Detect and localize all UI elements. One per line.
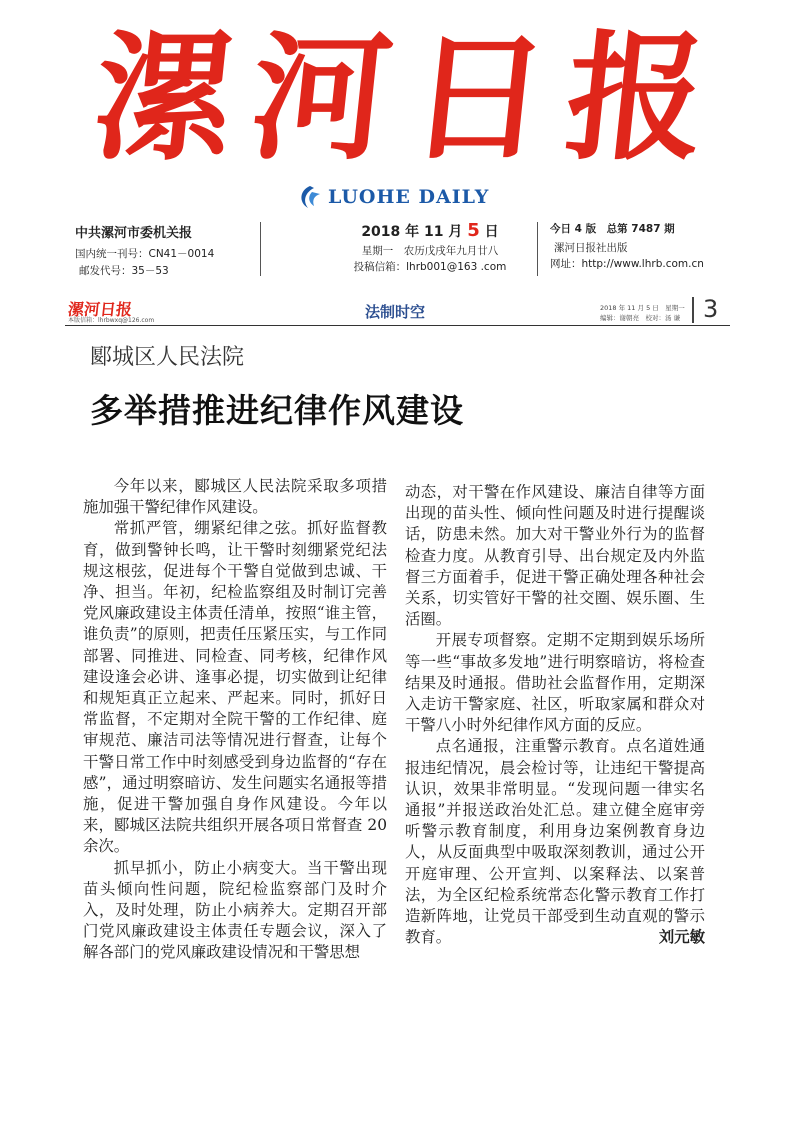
divider (692, 297, 694, 323)
weekday-lunar: 星期一 农历戊戌年九月廿八 (361, 245, 499, 257)
postal-code: 邮发代号：35－53 (79, 265, 169, 277)
paragraph: 抓早抓小，防止小病变大。当干警出现苗头倾向性问题，院纪检监察部门及时介入，及时处理，防止小病养大。定期召开部门党风廉政建设主体责任专题会议，深入了解各部门的党风廉政建设情况和干警思想 (83, 858, 387, 962)
newspaper-title (86, 16, 714, 179)
article-column-2 (405, 482, 705, 949)
title-char: 河 (243, 16, 399, 179)
website: 网址：http://www.lhrb.com.cn (550, 258, 704, 270)
daily-text: LUOHE DAILY (328, 186, 490, 208)
masthead (0, 0, 793, 290)
divider (260, 222, 261, 276)
publisher-info (550, 218, 750, 280)
page-logo: 漯河日报 (66, 300, 133, 319)
swoosh-logo-icon (296, 184, 324, 210)
page-number: 3 (703, 295, 719, 323)
page-email: 本版信箱：lhrbwxq@126.com (68, 317, 155, 324)
page-editor: 编辑：谢朝亮 校对：汤 谦 (600, 314, 681, 322)
article-column-1 (83, 476, 387, 964)
paragraph: 今年以来，郾城区人民法院采取多项措施加强干警纪律作风建设。 (83, 477, 387, 517)
issue-date (300, 220, 560, 241)
date-day: 5 (467, 220, 480, 241)
article-headline: 多举措推进纪律作风建设 (90, 391, 464, 430)
title-char: 日 (401, 16, 557, 179)
article-subtitle: 郾城区人民法院 (90, 345, 245, 370)
cn-number: 国内统一刊号：CN41－0014 (75, 248, 215, 260)
author: 刘元敏 (658, 928, 705, 947)
paragraph: 点名通报，注重警示教育。点名道姓通报违纪情况，晨会检讨等，让违纪干警提高认识，效果非常明显。“发现问题一律实名通报”并报送政治处汇总。建立健全庭审旁听警示教育制度，利用身边案例教育身边人，从反面典型中吸取深刻教训，通过公开开庭审理、公开宣判、以案释法、以案普法，为全区纪检系统常态化警示教育工作打造新阵地，让党员干部受到生动直观的警示教育。 (405, 737, 705, 947)
page-meta (600, 303, 685, 323)
date-info (300, 218, 560, 280)
page-header (65, 295, 730, 327)
masthead-info (75, 218, 725, 280)
paragraph: 常抓严管，绷紧纪律之弦。抓好监督教育，做到警钟长鸣，让干警时刻绷紧党纪法规这根弦，促进每个干警自觉做到忠诚、干净、担当。年初，纪检监察组及时制订完善党风廉政建设主体责任清单，按照“谁主管，谁负责”的原则，把责任压紧压实，与工作同部署、同推进、同检查、同考核，纪律作风建设逢会必讲、逢事必提，切实做到让纪律和规矩真正立起来、严起来。同时，抓好日常监督，不定期对全院干警的工作纪律、庭审规范、廉洁司法等情况进行督查，让每个干警日常工作中时刻感受到身边监督的“存在感”，通过明察暗访、发生问题实名通报等措施，促进干警加强自身作风建设。今年以来，郾城区法院共组织开展各项日常督查 20 余次。 (83, 519, 387, 856)
header-rule (65, 325, 730, 326)
paragraph: 动态，对干警在作风建设、廉洁自律等方面出现的苗头性、倾向性问题及时进行提醒谈话，防患未然。加大对干警业外行为的监督检查力度。从教育引导、出台规定及内外监督三方面着手，促进干警正确处理各种社会关系，切实管好干警的社交圈、娱乐圈、生活圈。 (405, 483, 705, 629)
title-char: 漯 (86, 16, 242, 179)
title-char: 报 (558, 16, 714, 179)
paragraph: 开展专项督察。定期不定期到娱乐场所等一些“事故多发地”进行明察暗访，将检查结果及时通报。借助社会监督作用，定期深入走访干警家庭、社区，听取家属和群众对干警八小时外纪律作风方面的反应。 (405, 631, 705, 735)
daily-banner (296, 184, 489, 210)
org-info (75, 218, 245, 280)
date-prefix: 2018 年 11 月 (361, 224, 463, 240)
publisher: 漯河日报社出版 (554, 242, 628, 254)
section-name: 法制时空 (365, 303, 426, 321)
org-name: 中共漯河市委机关报 (75, 226, 193, 241)
page-date: 2018 年 11 月 5 日 星期一 (600, 304, 685, 312)
submission-email: 投稿信箱：lhrb001@163 .com (353, 261, 507, 273)
page-count: 今日 4 版 总第 7487 期 (550, 223, 675, 235)
divider (537, 222, 538, 276)
date-suffix: 日 (484, 224, 499, 240)
